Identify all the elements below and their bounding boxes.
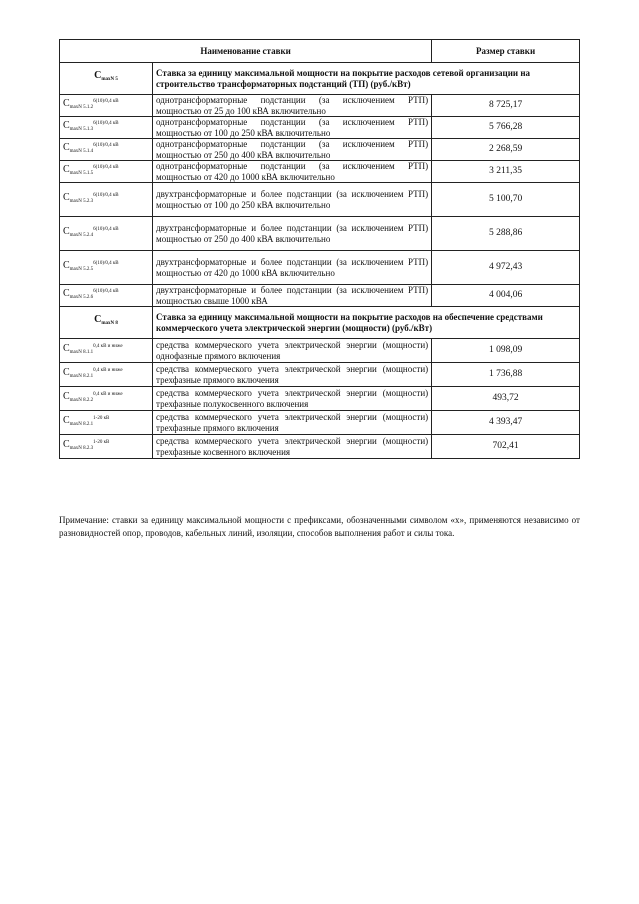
table-row bbox=[60, 117, 580, 139]
rate-code: $C_{maxN 5.1.5}^{6(10)/0,4 кВ}$ bbox=[60, 161, 153, 183]
rate-value: 1 736,88 bbox=[432, 363, 580, 387]
section-title: Ставка за единицу максимальной мощности на покрытие расходов на обеспечение средствами коммерческого учета электрической энергии (мощности) (руб./кВт) bbox=[153, 307, 580, 339]
section-code: $C_{maxN 5}$ bbox=[60, 63, 153, 95]
table-row bbox=[60, 411, 580, 435]
rate-description: двухтрансформаторные и более подстанции (за исключением РТП) мощностью от 250 до 400 кВА включительно bbox=[153, 217, 432, 251]
rate-description: однотрансформаторные подстанции (за исключением РТП) мощностью от 25 до 100 кВА включительно bbox=[153, 95, 432, 117]
rate-value: 4 004,06 bbox=[432, 285, 580, 307]
rate-value: 4 972,43 bbox=[432, 251, 580, 285]
footnote: Примечание: ставки за единицу максимальной мощности с префиксами, обозначенными символом «х», применяются независимо от разновидностей опор, проводов, кабельных линий, изоляции, способов выполнения работ и силы тока. bbox=[59, 515, 580, 538]
rate-value: 2 268,59 bbox=[432, 139, 580, 161]
table-header-row bbox=[60, 40, 580, 63]
section-row-metering bbox=[60, 307, 580, 339]
rate-description: средства коммерческого учета электрической энергии (мощности) трехфазные прямого включения bbox=[153, 363, 432, 387]
rate-description: однотрансформаторные подстанции (за исключением РТП) мощностью от 420 до 1000 кВА включительно bbox=[153, 161, 432, 183]
rate-value: 8 725,17 bbox=[432, 95, 580, 117]
rate-description: двухтрансформаторные и более подстанции (за исключением РТП) мощностью от 100 до 250 кВА включительно bbox=[153, 183, 432, 217]
rate-code: $C_{maxN 8.2.3}^{1-20 кВ}$ bbox=[60, 435, 153, 459]
section-row-transformer bbox=[60, 63, 580, 95]
table-row bbox=[60, 285, 580, 307]
rate-code: $C_{maxN 5.2.4}^{6(10)/0,4 кВ}$ bbox=[60, 217, 153, 251]
rate-value: 4 393,47 bbox=[432, 411, 580, 435]
header-rate-value: Размер ставки bbox=[432, 40, 580, 63]
rate-code: $C_{maxN 5.2.5}^{6(10)/0,4 кВ}$ bbox=[60, 251, 153, 285]
rate-value: 702,41 bbox=[432, 435, 580, 459]
rates-table bbox=[59, 39, 580, 459]
rate-description: средства коммерческого учета электрической энергии (мощности) трехфазные косвенного включения bbox=[153, 435, 432, 459]
rate-value: 3 211,35 bbox=[432, 161, 580, 183]
table-row bbox=[60, 435, 580, 459]
rate-code: $C_{maxN 8.2.2}^{0,4 кВ и ниже}$ bbox=[60, 387, 153, 411]
rate-description: средства коммерческого учета электрической энергии (мощности) однофазные прямого включения bbox=[153, 339, 432, 363]
rate-value: 1 098,09 bbox=[432, 339, 580, 363]
table-row bbox=[60, 339, 580, 363]
header-rate-name: Наименование ставки bbox=[60, 40, 432, 63]
table-row bbox=[60, 95, 580, 117]
rate-code: $C_{maxN 8.2.1}^{1-20 кВ}$ bbox=[60, 411, 153, 435]
rate-value: 493,72 bbox=[432, 387, 580, 411]
table-row bbox=[60, 139, 580, 161]
rate-value: 5 288,86 bbox=[432, 217, 580, 251]
rate-description: средства коммерческого учета электрической энергии (мощности) трехфазные прямого включения bbox=[153, 411, 432, 435]
table-row bbox=[60, 363, 580, 387]
table-row bbox=[60, 161, 580, 183]
rate-code: $C_{maxN 8.2.1}^{0,4 кВ и ниже}$ bbox=[60, 363, 153, 387]
rate-code: $C_{maxN 5.1.4}^{6(10)/0,4 кВ}$ bbox=[60, 139, 153, 161]
rate-description: двухтрансформаторные и более подстанции (за исключением РТП) мощностью свыше 1000 кВА bbox=[153, 285, 432, 307]
table-row bbox=[60, 251, 580, 285]
rate-code: $C_{maxN 5.1.3}^{6(10)/0,4 кВ}$ bbox=[60, 117, 153, 139]
section-code: $C_{maxN 8}$ bbox=[60, 307, 153, 339]
table-row bbox=[60, 183, 580, 217]
rate-value: 5 766,28 bbox=[432, 117, 580, 139]
rate-code: $C_{maxN 5.1.2}^{6(10)/0,4 кВ}$ bbox=[60, 95, 153, 117]
rate-description: однотрансформаторные подстанции (за исключением РТП) мощностью от 100 до 250 кВА включительно bbox=[153, 117, 432, 139]
rate-code: $C_{maxN 5.2.3}^{6(10)/0,4 кВ}$ bbox=[60, 183, 153, 217]
rate-description: двухтрансформаторные и более подстанции (за исключением РТП) мощностью от 420 до 1000 кВА включительно bbox=[153, 251, 432, 285]
section-title: Ставка за единицу максимальной мощности на покрытие расходов сетевой организации на строительство трансформаторных подстанций (ТП) (руб./кВт) bbox=[153, 63, 580, 95]
table-row bbox=[60, 217, 580, 251]
table-row bbox=[60, 387, 580, 411]
rate-code: $C_{maxN 8.1.1}^{0,4 кВ и ниже}$ bbox=[60, 339, 153, 363]
rate-description: однотрансформаторные подстанции (за исключением РТП) мощностью от 250 до 400 кВА включительно bbox=[153, 139, 432, 161]
rate-description: средства коммерческого учета электрической энергии (мощности) трехфазные полукосвенного включения bbox=[153, 387, 432, 411]
rate-value: 5 100,70 bbox=[432, 183, 580, 217]
rate-code: $C_{maxN 5.2.6}^{6(10)/0,4 кВ}$ bbox=[60, 285, 153, 307]
